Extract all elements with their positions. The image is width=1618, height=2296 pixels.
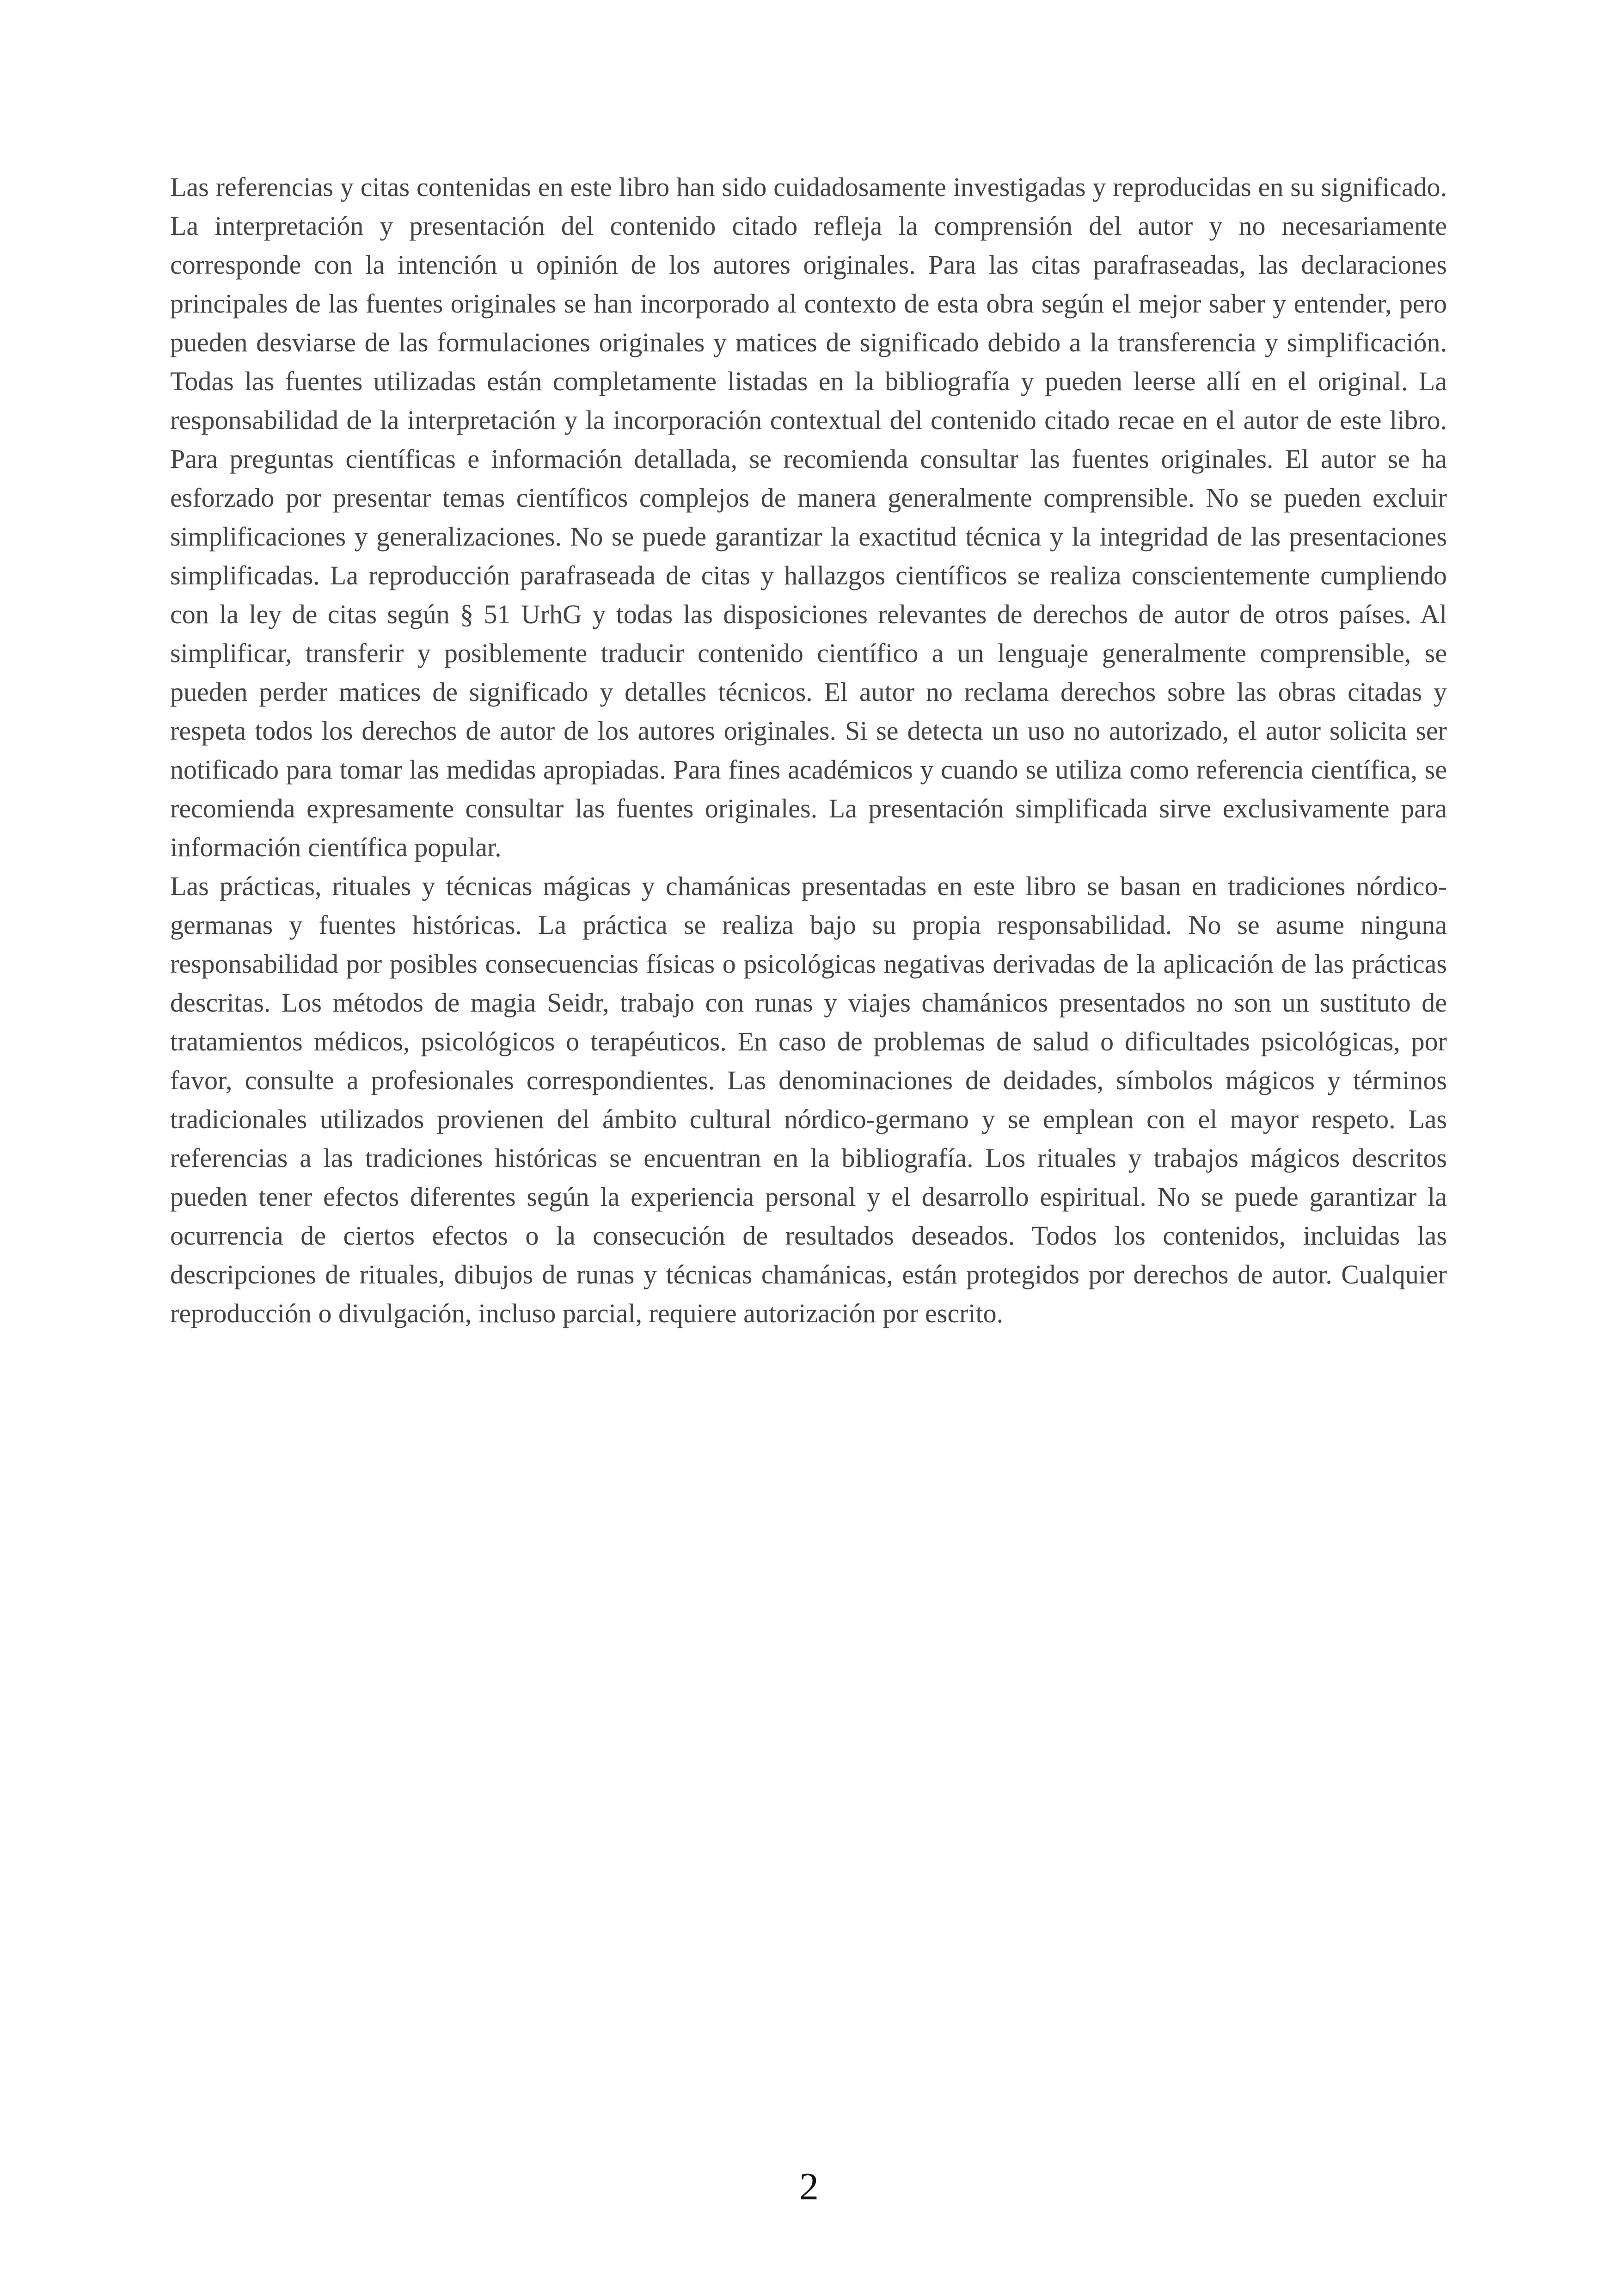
disclaimer-text [170, 168, 1447, 1333]
page-number: 2 [799, 2165, 819, 2208]
citations-disclaimer-paragraph: Las referencias y citas contenidas en este libro han sido cuidadosamente investigadas y reproducidas en su significado. La interpretación y presentación del contenido citado refleja la comprensión del autor y no necesariamente corresponde con la intención u opinión de los autores originales. Para las citas parafraseadas, las declaraciones principales de las fuentes originales se han incorporado al contexto de esta obra según el mejor saber y entender, pero pueden desviarse de las formulaciones originales y matices de significado debido a la transferencia y simplificación. Todas las fuentes utilizadas están completamente listadas en la bibliografía y pueden leerse allí en el original. La responsabilidad de la interpretación y la incorporación contextual del contenido citado recae en el autor de este libro. Para preguntas científicas e información detallada, se recomienda consultar las fuentes originales. El autor se ha esforzado por presentar temas científicos complejos de manera generalmente comprensible. No se pueden excluir simplificaciones y generalizaciones. No se puede garantizar la exactitud técnica y la integridad de las presentaciones simplificadas. La reproducción parafraseada de citas y hallazgos científicos se realiza conscientemente cumpliendo con la ley de citas según § 51 UrhG y todas las disposiciones relevantes de derechos de autor de otros países. Al simplificar, transferir y posiblemente traducir contenido científico a un lenguaje generalmente comprensible, se pueden perder matices de significado y detalles técnicos. El autor no reclama derechos sobre las obras citadas y respeta todos los derechos de autor de los autores originales. Si se detecta un uso no autorizado, el autor solicita ser notificado para tomar las medidas apropiadas. Para fines académicos y cuando se utiliza como referencia científica, se recomienda expresamente consultar las fuentes originales. La presentación simplificada sirve exclusivamente para información científica popular. [170, 172, 1447, 862]
practices-disclaimer-paragraph: Las prácticas, rituales y técnicas mágicas y chamánicas presentadas en este libro se basan en tradiciones nórdico-germanas y fuentes históricas. La práctica se realiza bajo su propia responsabilidad. No se asume ninguna responsabilidad por posibles consecuencias físicas o psicológicas negativas derivadas de la aplicación de las prácticas descritas. Los métodos de magia Seidr, trabajo con runas y viajes chamánicos presentados no son un sustituto de tratamientos médicos, psicológicos o terapéuticos. En caso de problemas de salud o dificultades psicológicas, por favor, consulte a profesionales correspondientes. Las denominaciones de deidades, símbolos mágicos y términos tradicionales utilizados provienen del ámbito cultural nórdico-germano y se emplean con el mayor respeto. Las referencias a las tradiciones históricas se encuentran en la bibliografía. Los rituales y trabajos mágicos descritos pueden tener efectos diferentes según la experiencia personal y el desarrollo espiritual. No se puede garantizar la ocurrencia de ciertos efectos o la consecución de resultados deseados. Todos los contenidos, incluidas las descripciones de rituales, dibujos de runas y técnicas chamánicas, están protegidos por derechos de autor. Cualquier reproducción o divulgación, incluso parcial, requiere autorización por escrito. [170, 871, 1447, 1328]
